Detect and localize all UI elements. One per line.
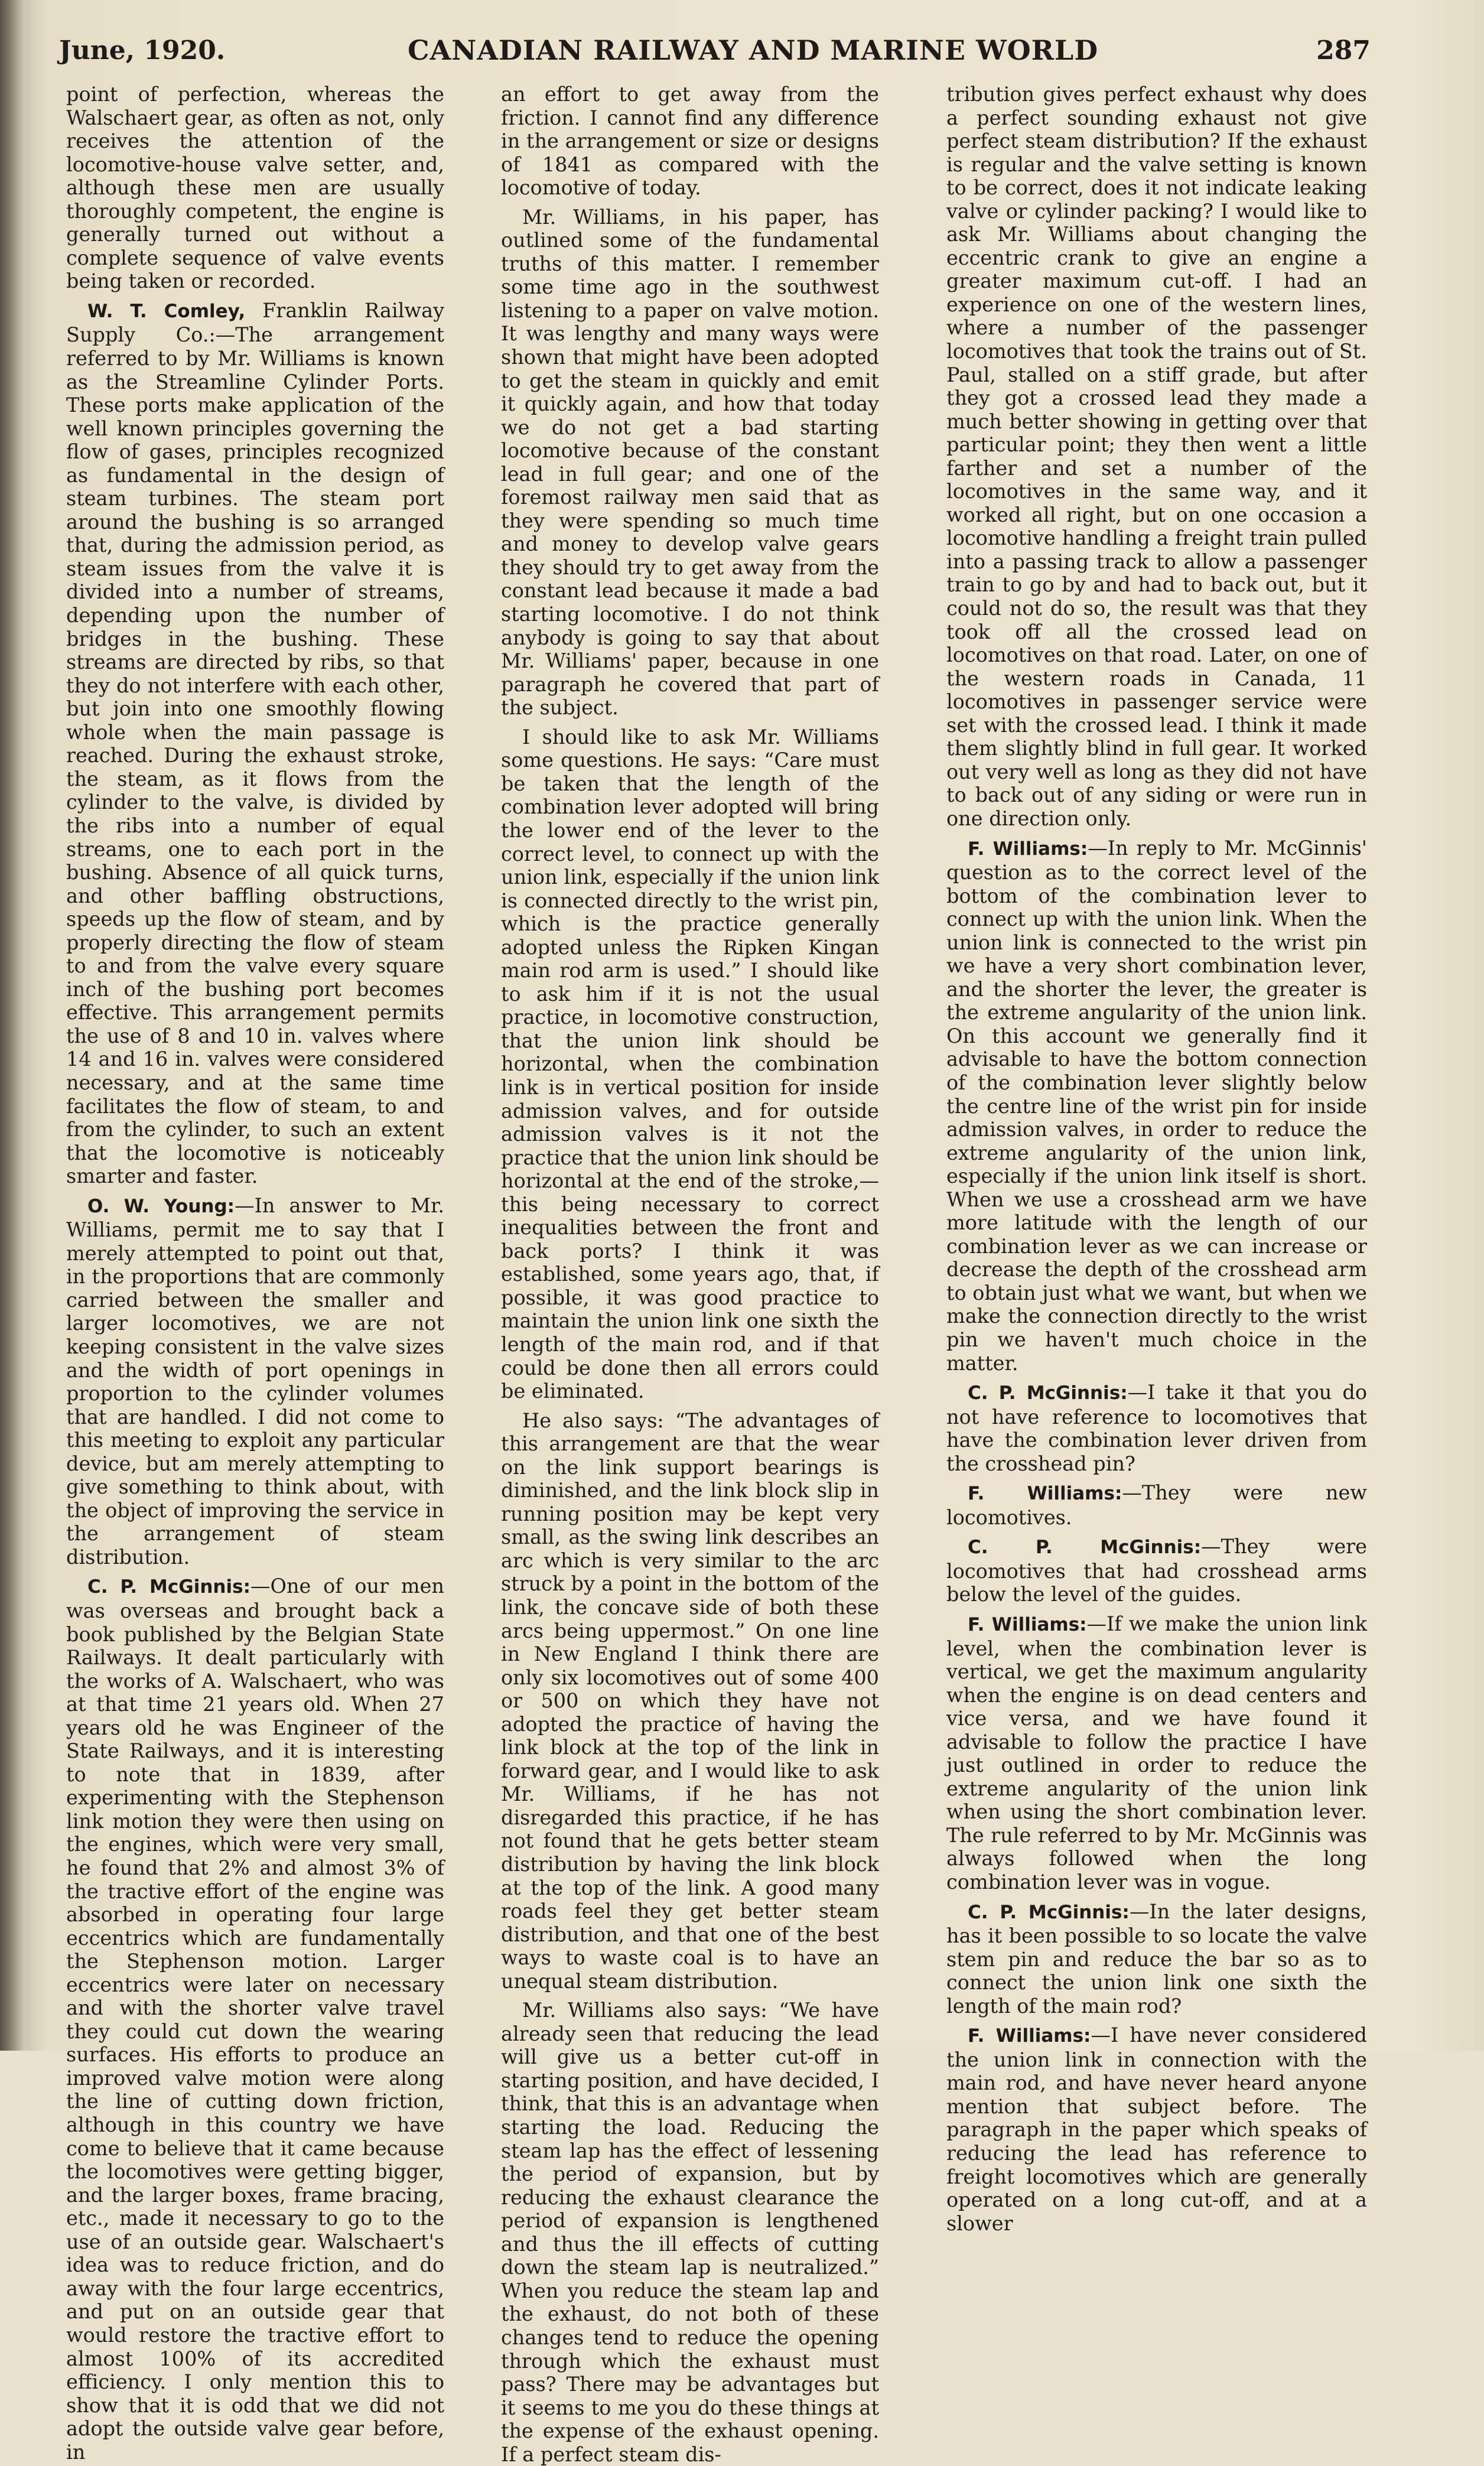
running-header — [59, 31, 1371, 72]
paragraph-text: Mr. Williams also says: “We have already seen that reducing the lead will give us a better cut-off in starting position, and have decided, I think, that this is an advantage when starting the load. Reducing the steam lap has the effect of lessening the period of expansion, but by reducing the exhaust clearance the period of expansion is lengthened and thus the ill effects of cutting down the steam lap is neutralized.” When you reduce the steam lap and the exhaust, do not both of these changes tend to reduce the opening through which the exhaust must pass? There may be advantages but it seems to me you do these things at the expense of the exhaust opening. If a perfect steam dis- — [501, 1999, 879, 2466]
speaker-name: C. P. McGinnis: — [968, 1537, 1202, 1559]
paragraph-text: —If we make the union link level, when the combination lever is vertical, we get the maximum angularity when the engine is on dead centers and vice versa, and we have found it advisable to follow the practice I have just outlined in order to reduce the extreme angularity of the union link when using the short combination lever. The rule referred to by Mr. McGinnis was always followed when the long combination lever was in vogue. — [946, 1612, 1367, 1894]
speaker-name: F. Williams: — [968, 1614, 1087, 1635]
paragraph — [501, 83, 879, 200]
text-column-1 — [66, 83, 444, 2464]
paragraph — [501, 1409, 879, 1993]
paragraph — [946, 1535, 1367, 1606]
issue-date: June, 1920. — [59, 35, 226, 66]
speaker-name: F. Williams: — [968, 838, 1088, 860]
paragraph — [501, 1999, 879, 2466]
paragraph — [501, 726, 879, 1403]
paragraph — [946, 1900, 1367, 2018]
paragraph — [66, 1574, 444, 2464]
text-column-2 — [501, 83, 879, 2466]
paragraph-text: tribution gives perfect exhaust why does a perfect sounding exhaust not give perfect steam distribution? If the exhaust is regular and the valve setting is known to be correct, does it not indicate leaking valve or cylinder packing? I would like to ask Mr. Williams about changing the eccentric crank to give an engine a greater maximum cut-off. I had an experience on one of the western lines, where a number of the passenger locomotives that took the trains out of St. Paul, stalled on a stiff grade, but after they got a crossed lead they made a much better showing in getting over that particular point; they then went a little farther and set a number of the locomotives in the same way, and it worked all right, but on one occasion a locomotive handling a freight train pulled into a passing track to allow a passenger train to go by and had to back out, but it could not do so, the result was that they took off all the crossed lead on locomotives on that road. Later, on one of the western roads in Canada, 11 locomotives in passenger service were set with the crossed lead. I think it made them slightly blind in full gear. It worked out very well as long as they did not have to back out of any siding or were run in one direction only. — [946, 83, 1367, 830]
speaker-name: W. T. Comley, — [87, 300, 246, 322]
paragraph-text: an effort to get away from the friction. I cannot find any difference in the arrangement or size or designs of 1841 as compared with the locomotive of today. — [501, 83, 879, 200]
paragraph — [946, 1612, 1367, 1894]
paragraph — [946, 2023, 1367, 2235]
speaker-name: F. Williams: — [968, 1483, 1122, 1505]
paragraph-text: He also says: “The advantages of this arrangement are that the wear on the link support bearings is diminished, and the link block slip in running position may be kept very small, as the swing link describes an arc which is very similar to the arc struck by a point in the bottom of the link, the concave side of both these arcs being uppermost.” On one line in New England I think there are only six locomotives out of some 400 or 500 on which they have not adopted the practice of having the link block at the top of the link in forward gear, and I would like to ask Mr. Williams, if he has not disregarded this practice, if he has not found that he gets better steam distribution by having the link block at the top of the link. A good many roads feel they get better steam distribution, and that one of the best ways to waste coal is to have an unequal steam distribution. — [501, 1408, 879, 1993]
paragraph — [946, 83, 1367, 831]
page-number: 287 — [1316, 35, 1371, 66]
paragraph-text: —In answer to Mr. Williams, permit me to say that I merely attempted to point out that, in the proportions that are commonly carried between the smaller and larger locomotives, we are not keeping consistent in the valve sizes and the width of port openings in proportion to the cylinder volumes that are handled. I did not come to this meeting to exploit any particular device, but am merely attempting to give something to think about, with the object of improving the service in the arrangement of steam distribution. — [66, 1193, 444, 1569]
paragraph-text: —They were locomotives that had crosshead arms below the level of the guides. — [946, 1535, 1367, 1606]
journal-title: CANADIAN RAILWAY AND MARINE WORLD — [408, 34, 1099, 66]
paragraph-text: —They were new locomotives. — [946, 1481, 1367, 1529]
paragraph-text: —In reply to Mr. McGinnis' question as to the correct level of the bottom of the combination lever to connect up with the union link. When the union link is connected to the wrist pin we have a very short combination lever, and the shorter the lever, the greater is the extreme angularity of the union link. On this account we generally find it advisable to have the bottom connection of the combination lever slightly below the centre line of the wrist pin for inside admission valves, in order to reduce the extreme angularity of the union link, especially if the union link itself is short. When we use a crosshead arm we have more latitude with the length of our combination lever as we can increase or decrease the depth of the crosshead arm to obtain just what we want, but when we make the connection directly to the wrist pin we haven't much choice in the matter. — [946, 836, 1367, 1375]
paragraph-text: Franklin Railway Supply Co.:—The arrangement referred to by Mr. Williams is known as the Streamline Cylinder Ports. These ports make application of the well known principles governing the flow of gases, principles recognized as fundamental in the design of steam turbines. The steam port around the bushing is so arranged that, during the admission period, as steam issues from the valve it is divided into a number of streams, depending upon the number of bridges in the bushing. These streams are directed by ribs, so that they do not interfere with each other, but join into one smoothly flowing whole when the main passage is reached. During the exhaust stroke, the steam, as it flows from the cylinder to the valve, is divided by the ribs into a number of equal streams, one to each port in the bushing. Absence of all quick turns, and other baffling obstructions, speeds up the flow of steam, and by properly directing the flow of steam to and from the valve every square inch of the bushing port becomes effective. This arrangement permits the use of 8 and 10 in. valves where 14 and 16 in. valves were considered necessary, and at the same time facilitates the flow of steam, to and from the cylinder, to such an extent that the locomotive is noticeably smarter and faster. — [66, 298, 444, 1188]
paragraph-text: —In the later designs, has it been possible to so locate the valve stem pin and reduce the bar so as to connect the union link one sixth the length of the main rod? — [946, 1899, 1367, 2018]
paragraph — [946, 837, 1367, 1375]
speaker-name: C. P. McGinnis: — [968, 1901, 1130, 1923]
paragraph — [946, 1481, 1367, 1529]
paragraph-text: Mr. Williams, in his paper, has outlined some of the fundamental truths of this matter. I remember some time ago in the southwest listening to a paper on valve motion. It was lengthy and many ways were shown that might have been adopted to get the steam in quickly and emit it quickly again, and how that today we do not get a bad starting locomotive because of the constant lead in full gear; and one of the foremost railway men said that as they were spending so much time and money to develop valve gears they should try to get away from the constant lead because it made a bad starting locomotive. I do not think anybody is going to say that about Mr. Williams' paper, because in one paragraph he covered that part of the subject. — [501, 205, 879, 720]
speaker-name: O. W. Young: — [87, 1195, 235, 1217]
speaker-name: C. P. McGinnis: — [87, 1576, 250, 1598]
text-column-3 — [946, 83, 1367, 2235]
paragraph-text: I should like to ask Mr. Williams some questions. He says: “Care must be taken that the length of the combination lever adopted will bring the lower end of the lever to the correct level, to connect up with the union link, especially if the union link is connected directly to the wrist pin, which is the practice generally adopted unless the Ripken Kingan main rod arm is used.” I should like to ask him if it is not the usual practice, in locomotive construction, that the union link should be horizontal, when the combination link is in vertical position for inside admission valves, and for outside admission valves is it not the practice that the union link should be horizontal at the end of the stroke,—this being necessary to correct inequalities between the front and back ports? I think it was established, some years ago, that, if possible, it was good practice to maintain the union link one sixth the length of the main rod, and if that could be done then all errors could be eliminated. — [501, 725, 879, 1403]
paragraph-text: point of perfection, whereas the Walschaert gear, as often as not, only receives the attention of the locomotive-house valve setter, and, although these men are usually thoroughly competent, the engine is generally turned out without a complete sequence of valve events being taken or recorded. — [66, 83, 444, 293]
paragraph — [66, 299, 444, 1188]
paragraph — [501, 206, 879, 720]
speaker-name: C. P. McGinnis: — [968, 1382, 1128, 1404]
paragraph-text: —I have never considered the union link in connection with the main rod, and have never heard anyone mention that subject before. The paragraph in the paper which speaks of reducing the lead has reference to freight locomotives which are generally operated on a long cut-off, and at a slower — [946, 2023, 1367, 2235]
paragraph-text: —I take it that you do not have reference to locomotives that have the combination lever driven from the crosshead pin? — [946, 1381, 1368, 1475]
paragraph-text: —One of our men was overseas and brought back a book published by the Belgian State Railways. It dealt particularly with the works of A. Walschaert, who was at that time 21 years old. When 27 years old he was Engineer of the State Railways, and it is interesting to note that in 1839, after experimenting with the Stephenson link motion they were then using on the engines, which were very small, he found that 2% and almost 3% of the tractive effort of the engine was absorbed in operating four large eccentrics which are fundamentally the Stephenson motion. Larger eccentrics were later on necessary and with the shorter valve travel they could cut down the wearing surfaces. His efforts to produce an improved valve motion were along the line of cutting down friction, although in this country we have come to believe that it came because the locomotives were getting bigger, and the larger boxes, frame bracing, etc., made it necessary to go to the use of an outside gear. Walschaert's idea was to reduce friction, and do away with the four large eccentrics, and put on an outside gear that would restore the tractive effort to almost 100% of its accredited efficiency. I only mention this to show that it is odd that we did not adopt the outside valve gear before, in — [66, 1574, 445, 2464]
paragraph — [946, 1381, 1367, 1475]
speaker-name: F. Williams: — [968, 2025, 1091, 2047]
paragraph — [66, 1194, 444, 1569]
paragraph — [66, 83, 444, 293]
